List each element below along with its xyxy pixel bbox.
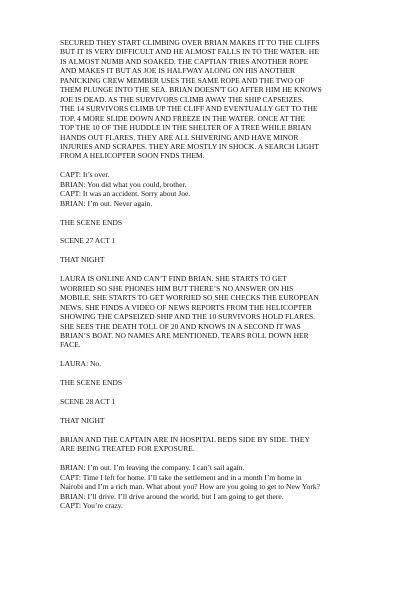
action-paragraph — [60, 274, 388, 350]
time-slug — [60, 255, 388, 264]
text-line: SHE SEES THE DEATH TOLL OF 20 AND KNOWS IN A SECOND IT WAS — [60, 321, 301, 331]
text-line: PANICKING CREW MEMBER USES THE SAME ROPE AND THE TWO OF — [60, 75, 305, 85]
action-paragraph — [60, 38, 388, 161]
text-line: AND MAKES IT BUT AS JOE IS HALFWAY ALONG ON HIS ANOTHER — [60, 66, 296, 76]
text-line: SCENE 28 ACT 1 — [60, 397, 116, 407]
text-line: FACE. — [60, 340, 81, 350]
time-slug — [60, 416, 388, 425]
text-line: NEWS. SHE FINDS A VIDEO OF NEWS REPORTS FROM THE HELICOPTER — [60, 302, 312, 312]
text-line: BRIAN’S BOAT. NO NAMES ARE MENTIONED. TEARS ROLL DOWN HER — [60, 330, 309, 340]
text-line: THE SCENE ENDS — [60, 217, 123, 227]
dialogue-line: Nairobi and I’m a rich man. What about you? How are you going to get to New York? — [60, 482, 320, 492]
text-line: MOBILE. SHE STARTS TO GET WORRIED SO SHE CHECKS THE EUROPEAN — [60, 293, 319, 303]
dialogue-line: BRIAN: You did what you could, brother. — [60, 179, 187, 189]
dialogue-line: BRIAN: I’ll drive. I’ll drive around the world, but I am going to get there. — [60, 491, 284, 501]
text-line: SECURED THEY START CLIMBING OVER BRIAN MAKES IT TO THE CLIFFS — [60, 38, 320, 47]
scene-transition — [60, 378, 388, 387]
script-body — [60, 38, 388, 520]
text-line: LAURA IS ONLINE AND CAN’T FIND BRIAN. SHE STARTS TO GET — [60, 274, 287, 284]
scene-transition — [60, 218, 388, 227]
dialogue-line: BRIAN: I’m out. Never again. — [60, 198, 153, 208]
text-line: JOE IS DEAD. AS THE SURVIVORS CLIMB AWAY THE SHIP CAPSEIZES. — [60, 94, 304, 104]
text-line: FROM A HELICOPTER SOON FNDS THEM. — [60, 151, 205, 161]
text-line: SCENE 27 ACT 1 — [60, 236, 116, 246]
dialogue-line: LAURA: No. — [60, 359, 102, 369]
dialogue-line: CAPT: It’s over. — [60, 170, 110, 180]
text-line: BRIAN AND THE CAPTAIN ARE IN HOSPITAL BEDS SIDE BY SIDE. THEY — [60, 434, 310, 444]
text-line: ARE BEING TREATED FOR EXPOSURE. — [60, 444, 195, 454]
dialogue-line: BRIAN: I’m out. I’m leaving the company. I can’t sail again. — [60, 463, 245, 473]
text-line: THE 14 SURVIVORS CLIMB UP THE CLIFF AND EVENTUALLY GET TO THE — [60, 104, 318, 114]
text-line: TOP THE 10 OF THE HUDDLE IN THE SHELTER OF A TREE WHILE BRIAN — [60, 123, 312, 133]
dialogue-block — [60, 463, 388, 510]
scene-heading — [60, 397, 388, 406]
text-line: IS ALMOST NUMB AND SOAKED. THE CAPTIAN TRIES ANOTHER ROPE — [60, 56, 309, 66]
text-line: THEM PLUNGE INTO THE SEA. BRIAN DOESN'T GO AFTER HIM HE KNOWS — [60, 85, 322, 95]
dialogue-line: CAPT: You’re crazy. — [60, 501, 123, 511]
text-line: HANDS OUT FLARES. THEY ARE ALL SHIVERING AND HAVE MINOR — [60, 132, 299, 142]
scene-heading — [60, 236, 388, 245]
text-line: THAT NIGHT — [60, 255, 105, 265]
dialogue-block — [60, 359, 388, 368]
dialogue-block — [60, 170, 388, 208]
text-line: SHOWING THE CAPSEIZED SHIP AND THE 10 SURVIVORS HOLD FLARES. — [60, 312, 316, 322]
text-line: THE SCENE ENDS — [60, 378, 123, 388]
dialogue-line: CAPT: It was an accident. Sorry about Joe. — [60, 189, 191, 199]
action-paragraph — [60, 435, 388, 454]
text-line: TOP, 4 MORE SLIDE DOWN AND FREEZE IN THE WATER. ONCE AT THE — [60, 113, 305, 123]
text-line: WORRIED SO SHE PHONES HIM BUT THERE’S NO ANSWER ON HIS — [60, 283, 294, 293]
text-line: INJURIES AND SCRAPES. THEY ARE MOSTLY IN SHOCK. A SEARCH LIGHT — [60, 141, 319, 151]
dialogue-line: CAPT: Time I left for home. I’ll take the settlement and in a month I’m home in — [60, 472, 302, 482]
text-line: THAT NIGHT — [60, 415, 105, 425]
text-line: BUT IT IS VERY DIFFICULT AND HE ALMOST FALLS IN TO THE WATER. HE — [60, 47, 319, 57]
